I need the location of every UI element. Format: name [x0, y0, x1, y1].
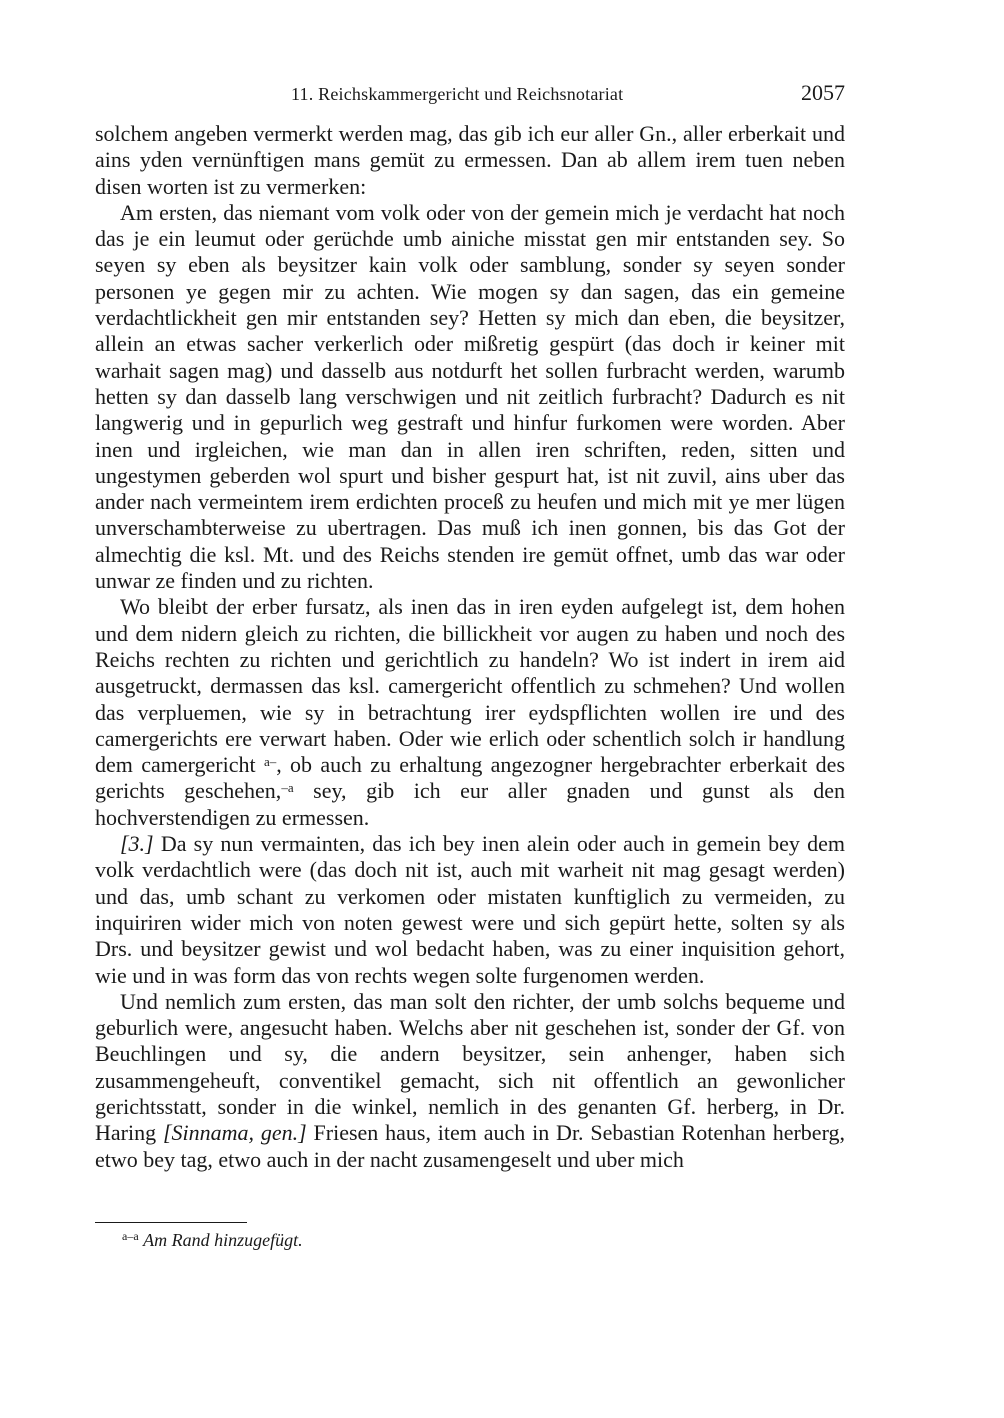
paragraph-text: Wo bleibt der erber fursatz, als inen das in iren eyden aufgelegt ist, dem hohen und dem nidern gleich zu richten, die billickheit vor augen zu haben und noch des Reichs rechten zu richten und gerichtlich zu handeln? Wo ist indert in irem aid ausgetruckt, dermassen das ksl. camergericht offentlich zu schmehen? Und wollen das verpluemen, wie sy in betrachtung irer eydspflichten wollen ire und des camergerichts ere verwart haben. Oder wie erlich oder schentlich solch ir handlung dem camergericht [95, 594, 845, 778]
paragraph-text: , ob auch zu erhaltung angezogner hergebrachter erberkait des gerichts geschehen, [95, 752, 846, 804]
section-mark: [3.] [120, 831, 154, 857]
paragraph-text: Friesen haus, item auch in Dr. Sebastian Rotenhan herberg, etwo bey tag, etwo auch in der nacht zusamengeselt und uber mich [95, 1120, 846, 1172]
footnote-divider [95, 1222, 247, 1223]
paragraph-1 [95, 121, 845, 200]
footnote-marker-open: a– [263, 754, 277, 770]
editorial-note: [Sinnama, gen.] [162, 1120, 307, 1146]
paragraph-text: solchem angeben vermerkt werden mag, das gib ich eur aller Gn., aller erberkait und ains yden vernünftigen mans gemüt zu ermessen. Dan ab allem irem tuen neben disen worten ist zu vermerken: [95, 121, 845, 199]
page-number: 2057 [801, 80, 845, 105]
paragraph-3 [95, 594, 845, 831]
paragraph-text: Am ersten, das niemant vom volk oder von der gemein mich je verdacht hat noch das je ein leumut oder gerüchde umb ainiche misstat gen mir entstanden sey. So seyen sy eben als beysitzer kain volk oder samblung, sonder sy seyen sonder personen ye gegen mir zu achten. Wie mogen sy dan sagen, das ein gemeine verdachtlickheit gen mir entstanden sey? Hetten sy mich dan eben, die beysitzer, allein an etwas sacher verkerlich oder mißretig gespürt (das doch ir keiner mit warhait sagen mag) und dasselb aus notdurft het sollen furbracht werden, warumb hetten sy dan dasselb lang verschwigen und nit zeitlich furbracht? Dadurch es nit langwerig und in gepurlich weg gestraft und hinfur furkomen were worden. Aber inen und irgleichen, wie man dan in allen iren schriften, reden, sitten und ungestymen geberden wol spurt und bisher gespurt hat, ist nit zuvil, ains uber das ander nach vermeintem irem erdichten proceß zu heufen und mich mit ye mer lügen unverschambterweise zu ubertragen. Das muß ich inen gonnen, bis das Got der almechtig die ksl. Mt. und des Reichs stenden ire gemüt offnet, umb das war oder unwar ze finden und zu richten. [95, 199, 845, 594]
paragraph-text: Und nemlich zum ersten, das man solt den richter, der umb solchs bequeme und geburlich were, angesucht haben. Welchs aber nit geschehen ist, sonder der Gf. von Beuchlingen und sy, die andern beysitzer, sein anhenger, haben sich zusammengeheuft, conventikel gemacht, sich nit offentlich an gewonlicher gerichtsstatt, sonder in die winkel, nemlich in des genanten Gf. herberg, in Dr. Haring [95, 988, 845, 1146]
paragraph-4 [95, 831, 845, 989]
running-head [95, 80, 845, 108]
running-title: 11. Reichskammergericht und Reichsnotariat [291, 84, 624, 104]
footnote-text: Am Rand hinzugefügt. [143, 1230, 303, 1250]
footnote [122, 1228, 303, 1252]
footnote-marker: a–a [122, 1229, 139, 1243]
body-text [95, 121, 845, 1173]
paragraph-5 [95, 989, 845, 1173]
footnote-marker-close: –a [281, 780, 294, 796]
paragraph-text: Da sy nun vermainten, das ich bey inen alein oder auch in gemein bey dem volk verdachtlich were (das doch nit ist, auch mit warheit nit mag gesagt werden) und das, umb schant zu verkomen oder mistaten kunftiglich zu vermeiden, zu inquiriren wider mich von noten gewest were und sich gepürt hette, solten sy als Drs. und beysitzer gewist und wol bedacht haben, was zu einer inquisition gehort, wie und in was form das von rechts wegen solte furgenomen werden. [95, 831, 845, 988]
paragraph-2 [95, 200, 845, 594]
paragraph-text: sey, gib ich eur aller gnaden und gunst als den hochverstendigen zu ermessen. [95, 778, 845, 830]
